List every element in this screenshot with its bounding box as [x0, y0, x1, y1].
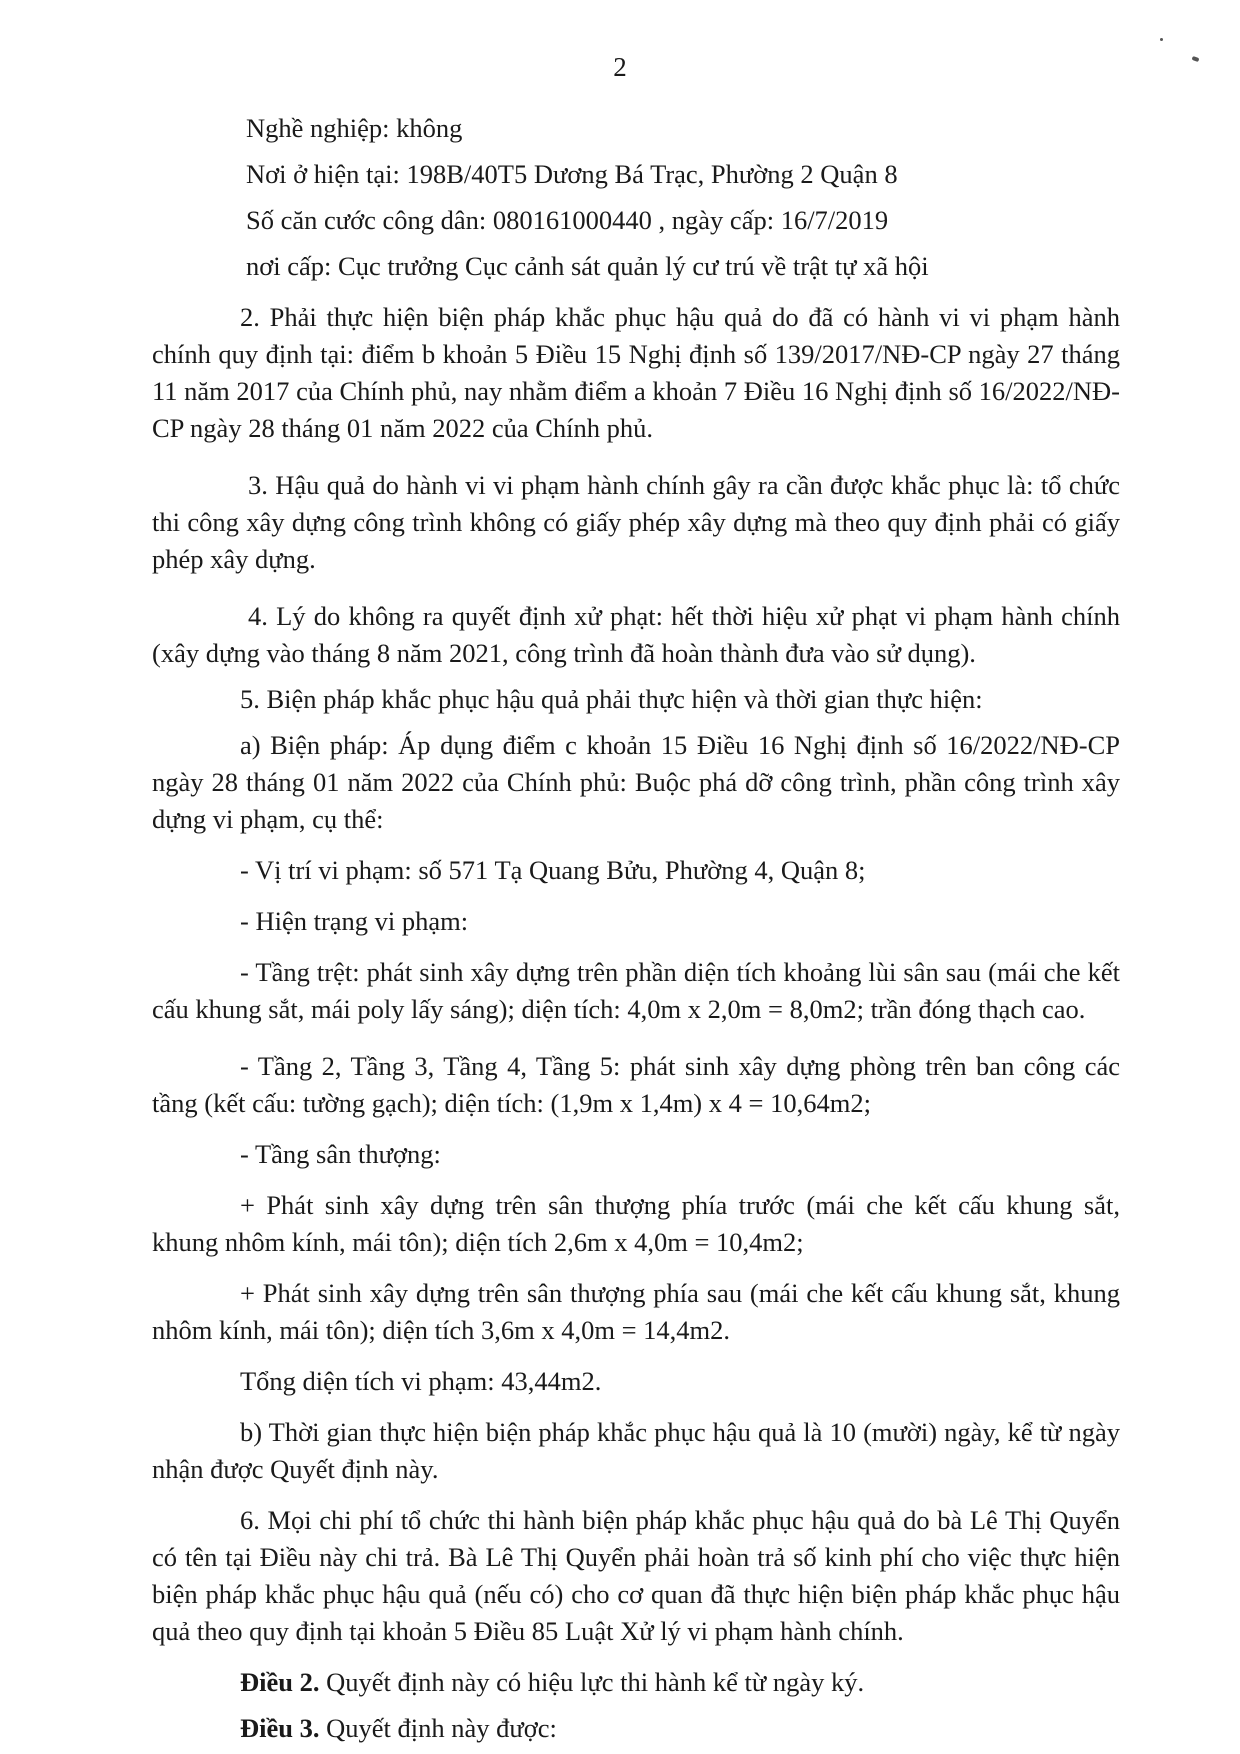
page-number: 2 [613, 52, 627, 82]
violation-location: - Vị trí vi phạm: số 571 Tạ Quang Bửu, Phường 4, Quận 8; [240, 855, 866, 885]
item-6-paragraph: 6. Mọi chi phí tổ chức thi hành biện pháp khắc phục hậu quả do bà Lê Thị Quyển có tên tại Điều này chi trả. Bà Lê Thị Quyển phải hoàn trả số kinh phí cho việc thực hiện biện pháp khắc phục hậu quả (nếu có) cho cơ quan đã thực hiện biện pháp khắc phục hậu quả theo quy định tại khoản 5 Điều 85 Luật Xử lý vi phạm hành chính. [152, 1505, 1120, 1646]
item-5b-paragraph: b) Thời gian thực hiện biện pháp khắc phục hậu quả là 10 (mười) ngày, kể từ ngày nhận được Quyết định này. [152, 1417, 1120, 1484]
residence-line: Nơi ở hiện tại: 198B/40T5 Dương Bá Trạc, Phường 2 Quận 8 [246, 159, 898, 189]
terrace-heading: - Tầng sân thượng: [240, 1139, 441, 1169]
article-2-line [152, 1664, 1120, 1701]
terrace-front-paragraph: + Phát sinh xây dựng trên sân thượng phía trước (mái che kết cấu khung sắt, khung nhôm kính, mái tôn); diện tích 2,6m x 4,0m = 10,4m2; [152, 1190, 1120, 1257]
article-2-label: Điều 2. [240, 1667, 320, 1697]
item-5-heading: 5. Biện pháp khắc phục hậu quả phải thực hiện và thời gian thực hiện: [240, 684, 983, 714]
item-5a-paragraph: a) Biện pháp: Áp dụng điểm c khoản 15 Điều 16 Nghị định số 16/2022/NĐ-CP ngày 28 tháng 01 năm 2022 của Chính phủ: Buộc phá dỡ công trình, phần công trình xây dựng vi phạm, cụ thể: [152, 730, 1120, 834]
total-area-line: Tổng diện tích vi phạm: 43,44m2. [240, 1366, 602, 1396]
issued-by-line: nơi cấp: Cục trưởng Cục cảnh sát quản lý cư trú về trật tự xã hội [246, 251, 929, 281]
occupation-line: Nghề nghiệp: không [246, 113, 463, 143]
article-3-label: Điều 3. [240, 1713, 320, 1743]
item-4-paragraph: 4. Lý do không ra quyết định xử phạt: hết thời hiệu xử phạt vi phạm hành chính (xây dựng vào tháng 8 năm 2021, công trình đã hoàn thành đưa vào sử dụng). [152, 601, 1120, 668]
ground-floor-paragraph: - Tầng trệt: phát sinh xây dựng trên phần diện tích khoảng lùi sân sau (mái che kết cấu khung sắt, mái poly lấy sáng); diện tích: 4,0m x 2,0m = 8,0m2; trần đóng thạch cao. [152, 957, 1120, 1024]
id-card-line: Số căn cước công dân: 080161000440 , ngày cấp: 16/7/2019 [246, 205, 889, 235]
article-2-text: Quyết định này có hiệu lực thi hành kể từ ngày ký. [319, 1667, 865, 1697]
item-3-paragraph: 3. Hậu quả do hành vi vi phạm hành chính gây ra cần được khắc phục là: tổ chức thi công xây dựng công trình không có giấy phép xây dựng mà theo quy định phải có giấy phép xây dựng. [152, 470, 1120, 574]
item-2-paragraph: 2. Phải thực hiện biện pháp khắc phục hậu quả do đã có hành vi vi phạm hành chính quy định tại: điểm b khoản 5 Điều 15 Nghị định số 139/2017/NĐ-CP ngày 27 tháng 11 năm 2017 của Chính phủ, nay nhằm điểm a khoản 7 Điều 16 Nghị định số 16/2022/NĐ-CP ngày 28 tháng 01 năm 2022 của Chính phủ. [152, 302, 1120, 443]
article-3-line [152, 1710, 1120, 1747]
scan-speck [1160, 38, 1163, 41]
terrace-back-paragraph: + Phát sinh xây dựng trên sân thượng phía sau (mái che kết cấu khung sắt, khung nhôm kính, mái tôn); diện tích 3,6m x 4,0m = 14,4m2. [152, 1278, 1120, 1345]
violation-status-heading: - Hiện trạng vi phạm: [240, 906, 469, 936]
document-body [152, 110, 1120, 1747]
article-3-text: Quyết định này được: [319, 1713, 557, 1743]
floors-2-5-paragraph: - Tầng 2, Tầng 3, Tầng 4, Tầng 5: phát sinh xây dựng phòng trên ban công các tầng (kết cấu: tường gạch); diện tích: (1,9m x 1,4m) x 4 = 10,64m2; [152, 1051, 1120, 1118]
